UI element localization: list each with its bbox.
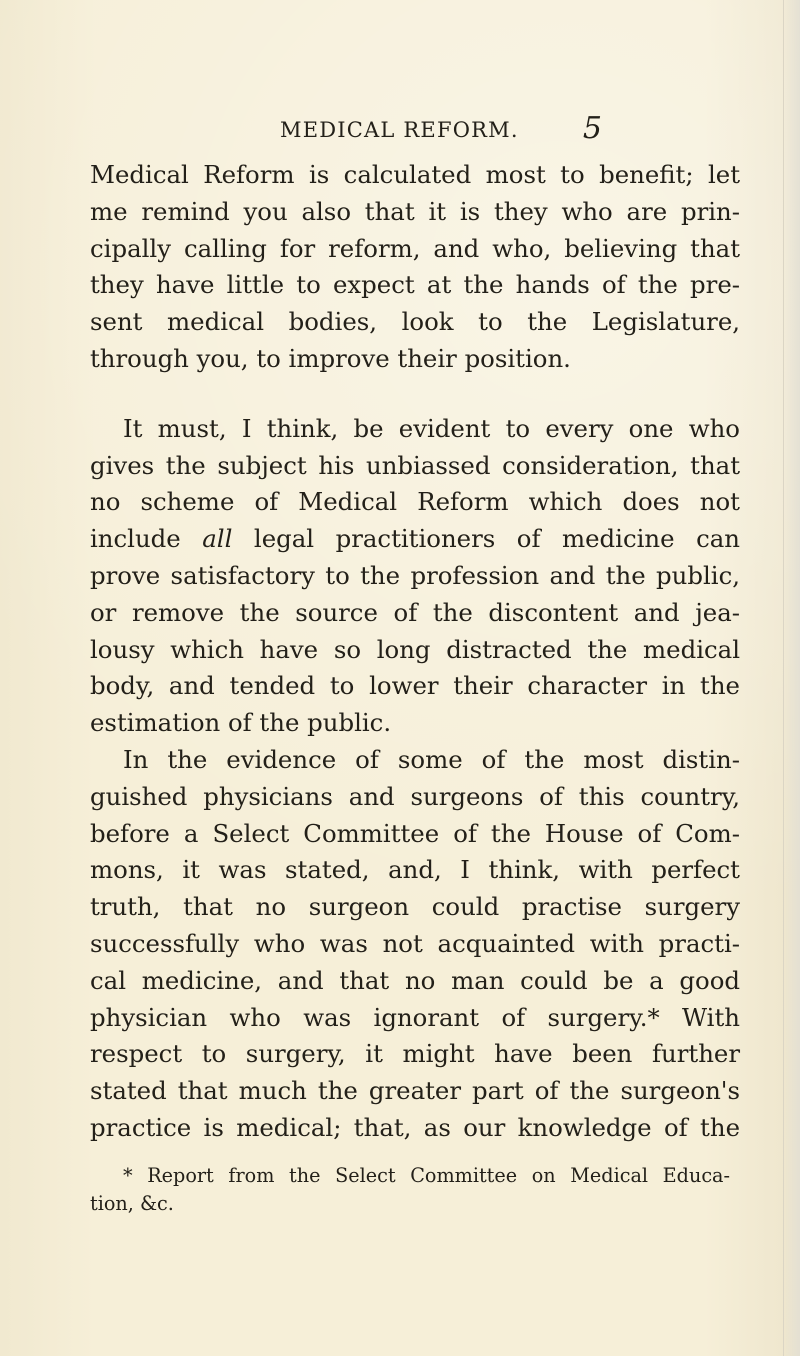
footnote-text: Report from the Select Committee on Medical Educa- — [147, 1164, 730, 1187]
text-line: before a Select Committee of the House of Com- — [90, 818, 740, 848]
text-fragment: include — [90, 524, 203, 554]
text-line: Medical Reform is calculated most to benefit; let — [90, 160, 740, 189]
text-line: respect to surgery, it might have been further — [90, 1039, 740, 1069]
text-fragment: legal practitioners of medicine can — [232, 524, 740, 554]
text-line: sent medical bodies, look to the Legislature, — [90, 307, 740, 337]
italic-word: all — [202, 524, 233, 554]
text-line: physician who was ignorant of surgery.* With — [90, 1002, 740, 1032]
text-line: practice is medical; that, as our knowledge of the — [90, 1112, 740, 1142]
page-edge — [783, 0, 800, 1356]
text-line: lousy which have so long distracted the medical — [90, 634, 740, 664]
page-header — [280, 110, 610, 146]
footnote-line: tion, &c. — [90, 1192, 174, 1215]
text-line: It must, I think, be evident to every one who — [123, 413, 740, 443]
footnote — [90, 1162, 730, 1218]
text-line: successfully who was not acquainted with practi- — [90, 928, 740, 958]
footnote-line — [90, 1162, 730, 1190]
footnote-marker: * — [123, 1164, 133, 1187]
text-line: prove satisfactory to the profession and the public, — [90, 560, 740, 590]
text-line: estimation of the public. — [90, 708, 392, 738]
text-line-with-italic — [90, 521, 740, 558]
text-line: mons, it was stated, and, I think, with perfect — [90, 855, 740, 885]
paragraph-gap — [90, 378, 740, 411]
text-line: through you, to improve their position. — [90, 343, 571, 373]
text-line: In the evidence of some of the most distin- — [123, 744, 740, 774]
running-title: MEDICAL REFORM. — [280, 118, 519, 142]
text-line: gives the subject his unbiassed consideration, that — [90, 450, 740, 480]
text-line: truth, that no surgeon could practise surgery — [90, 892, 740, 922]
text-line: cipally calling for reform, and who, believing that — [90, 233, 740, 263]
text-line: or remove the source of the discontent and jea- — [90, 597, 740, 627]
page-number: 5 — [582, 111, 602, 146]
text-line: me remind you also that it is they who are prin- — [90, 196, 740, 226]
text-line: body, and tended to lower their character in the — [90, 671, 740, 701]
body-text — [90, 157, 740, 1147]
text-line: stated that much the greater part of the surgeon's — [90, 1076, 740, 1106]
text-line: no scheme of Medical Reform which does not — [90, 487, 740, 517]
text-line: cal medicine, and that no man could be a good — [90, 965, 740, 995]
text-line: they have little to expect at the hands of the pre- — [90, 270, 740, 300]
text-line: guished physicians and surgeons of this country, — [90, 781, 740, 811]
